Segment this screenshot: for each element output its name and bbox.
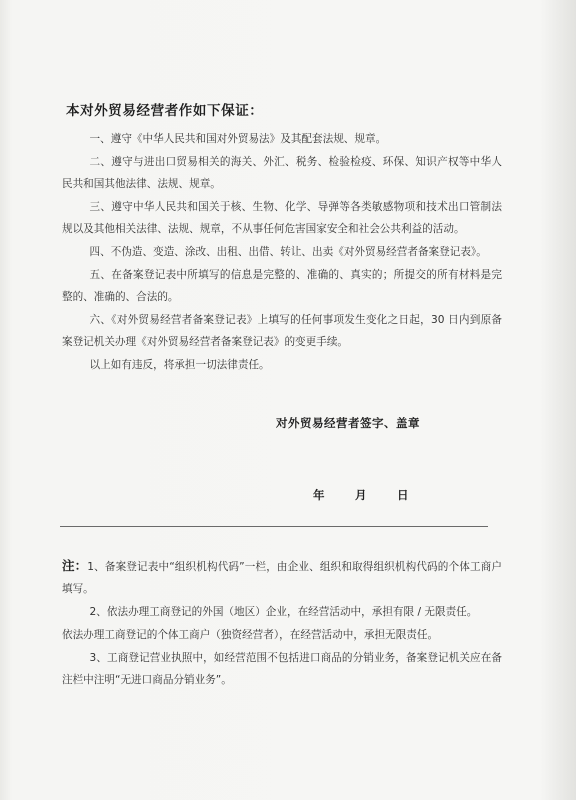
guarantee-clauses — [62, 128, 502, 377]
note-1-text: 1、备案登记表中“组织机构代码”一栏，由企业、组织和取得组织机构代码的个体工商户填写。 — [62, 561, 502, 595]
date-year-label: 年 — [313, 488, 325, 502]
notes-section — [62, 555, 502, 692]
note-3: 3、工商登记营业执照中，如经营范围不包括进口商品的分销业务，备案登记机关应在备注栏中注明“无进口商品分销业务”。 — [62, 652, 502, 686]
liability-statement: 以上如有违反，将承担一切法律责任。 — [89, 359, 270, 371]
clause-4: 四、不伪造、变造、涂改、出租、出借、转让、出卖《对外贸易经营者备案登记表》。 — [89, 246, 487, 258]
clause-1: 一、遵守《中华人民共和国对外贸易法》及其配套法规、规章。 — [89, 133, 387, 145]
clause-2: 二、遵守与进出口贸易相关的海关、外汇、税务、检验检疫、环保、知识产权等中华人民共和国其他法律、法规、规章。 — [62, 156, 502, 190]
clause-3: 三、遵守中华人民共和国关于核、生物、化学、导弹等各类敏感物项和技术出口管制法规以及其他相关法律、法规、规章，不从事任何危害国家安全和社会公共利益的活动。 — [62, 201, 502, 235]
clause-6: 六、《对外贸易经营者备案登记表》上填写的任何事项发生变化之日起，30 日内到原备案登记机关办理《对外贸易经营者备案登记表》的变更手续。 — [62, 314, 502, 348]
date-day-label: 日 — [397, 488, 409, 502]
note-2a: 2、依法办理工商登记的外国（地区）企业，在经营活动中，承担有限 / 无限责任。 — [89, 606, 478, 618]
guarantee-heading: 本对外贸易经营者作如下保证： — [66, 103, 264, 119]
clause-5: 五、在备案登记表中所填写的信息是完整的、准确的、真实的；所提交的所有材料是完整的、准确的、合法的。 — [62, 269, 502, 303]
note-2b: 依法办理工商登记的个体工商户（独资经营者），在经营活动中，承担无限责任。 — [62, 629, 439, 641]
signature-label: 对外贸易经营者签字、盖章 — [276, 416, 420, 430]
note-1 — [62, 555, 502, 600]
divider-line — [60, 526, 488, 527]
notes-label: 注： — [62, 558, 88, 573]
date-month-label: 月 — [355, 488, 367, 502]
